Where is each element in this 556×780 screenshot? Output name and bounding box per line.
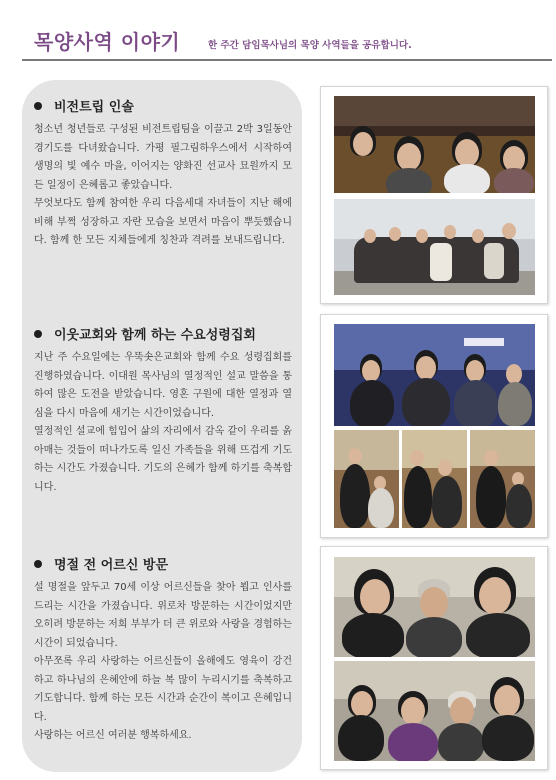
- section-body: [34, 121, 292, 251]
- page-header: [0, 0, 556, 62]
- paragraph: 청소년 청년들로 구성된 비전트립팀을 이끌고 2박 3일동안 경기도를 다녀왔습니다. 가평 필그림하우스에서 시작하여 생명의 빛 예수 마을, 이어지는 양화진 선교사 묘원까지 모든 일정이 은혜롭고 좋았습니다.: [34, 124, 292, 191]
- stage-group-photo: [334, 324, 535, 426]
- section-title: 비전트립 인솔: [54, 100, 134, 115]
- paragraph: 지난 주 수요일에는 우뚝솟은교회와 함께 수요 성령집회를 진행하였습니다. 이대원 목사님의 열정적인 설교 말씀을 통하여 많은 도전을 받았습니다. 영혼 구원에 대한 열정과 열심을 다시 마음에 새기는 시간이었습니다.: [34, 352, 292, 419]
- bullet-icon: [34, 330, 42, 338]
- elder-visit-photo-1: [334, 557, 535, 657]
- bullet-icon: [34, 560, 42, 568]
- section-vision-trip: [34, 96, 292, 251]
- section-heading: [34, 554, 292, 573]
- section-heading: [34, 324, 292, 343]
- section-elder-visit: [34, 554, 292, 746]
- paragraph: 사랑하는 어르신 여러분 행복하세요.: [34, 730, 192, 741]
- bus-photo: [334, 96, 535, 193]
- paragraph: 무엇보다도 함께 참여한 우리 다음세대 자녀들이 지난 해에 비해 부쩍 성장하고 자란 모습을 보면서 마음이 뿌듯했습니다. 함께 한 모든 지체들에게 칭찬과 격려를 보내드립니다.: [34, 198, 292, 246]
- prayer-photo-3: [470, 430, 535, 528]
- prayer-photo-1: [334, 430, 399, 528]
- visit-photo-frame: [320, 546, 548, 770]
- section-body: [34, 349, 292, 497]
- elder-visit-photo-2: [334, 661, 535, 761]
- service-photo-frame: [320, 314, 548, 538]
- section-body: [34, 579, 292, 746]
- section-title: 이웃교회와 함께 하는 수요성령집회: [54, 328, 256, 343]
- bullet-icon: [34, 102, 42, 110]
- trip-photo-frame: [320, 86, 548, 304]
- prayer-photo-2: [402, 430, 467, 528]
- group-outdoor-photo: [334, 199, 535, 295]
- paragraph: 열정적인 설교에 힘입어 삶의 자리에서 감옥 같이 우리를 옭아매는 것들이 떠나가도록 일신 가족들을 위해 뜨겁게 기도하는 시간도 가졌습니다. 기도의 은혜가 함께 하기를 축복합니다.: [34, 426, 292, 493]
- page-subtitle: 한 주간 담임목사님의 목양 사역들을 공유합니다.: [208, 40, 412, 51]
- paragraph: 설 명절을 앞두고 70세 이상 어르신들을 찾아 뵙고 인사를 드리는 시간을 가졌습니다. 위로차 방문하는 시간이었지만 오히려 방문하는 저희 부부가 더 큰 위로와 사랑을 경험하는 시간이 되었습니다.: [34, 582, 292, 649]
- section-wednesday-service: [34, 324, 292, 497]
- section-heading: [34, 96, 292, 115]
- page-title: 목양사역 이야기: [34, 30, 181, 54]
- paragraph: 아무쪼록 우리 사랑하는 어르신들이 올해에도 영육이 강건하고 하나님의 은혜안에 하늘 복 많이 누리시기를 축복하고 기도합니다. 함께 하는 모든 시간과 순간이 복이고 은혜입니다.: [34, 656, 292, 723]
- header-divider: [22, 59, 552, 61]
- section-title: 명절 전 어르신 방문: [54, 558, 169, 573]
